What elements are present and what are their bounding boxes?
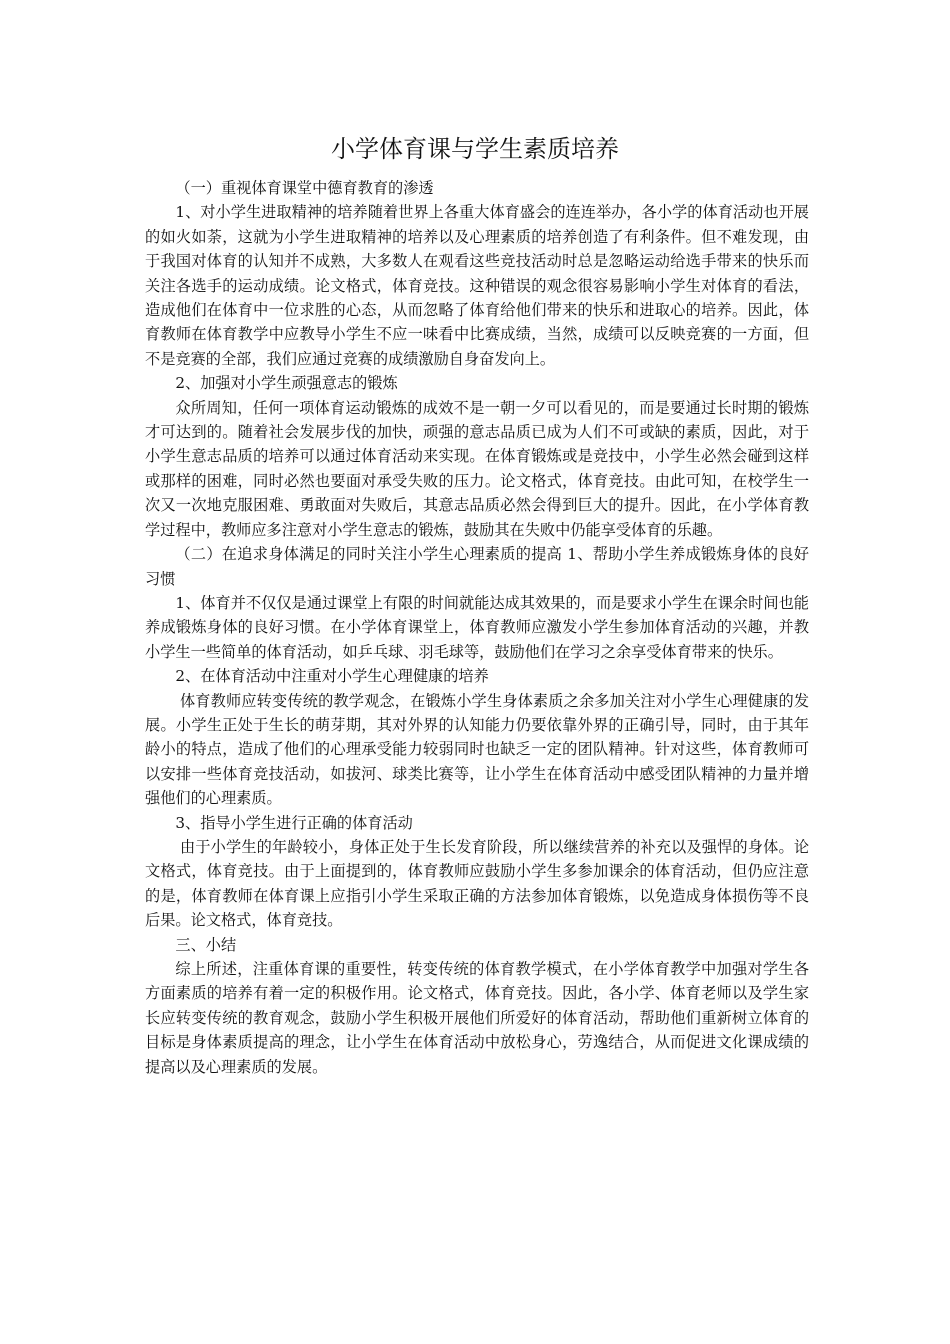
body-paragraph: 体育教师应转变传统的教学观念，在锻炼小学生身体素质之余多加关注对小学生心理健康的发展。小学生正处于生长的萌芽期，其对外界的认知能力仍要依靠外界的正确引导，同时，由于其年龄小的特点，造成了他们的心理承受能力较弱同时也缺乏一定的团队精神。针对这些，体育教师可以安排一些体育竞技活动，如拔河、球类比赛等，让小学生在体育活动中感受团队精神的力量并增强他们的心理素质。 (145, 691, 809, 808)
subsection-heading: 2、在体育活动中注重对小学生心理健康的培养 (175, 667, 489, 686)
document-title: 小学体育课与学生素质培养 (331, 135, 619, 163)
body-paragraph: 1、对小学生进取精神的培养随着世界上各重大体育盛会的连连举办，各小学的体育活动也开展的如火如荼，这就为小学生进取精神的培养以及心理素质的培养创造了有利条件。但不难发现，由于我国对体育的认知并不成熟，大多数人在观看这些竞技活动时总是忽略运动给选手带来的快乐而关注各选手的运动成绩。论文格式，体育竞技。这种错误的观念很容易影响小学生对体育的看法，造成他们在体育中一位求胜的心态，从而忽略了体育给他们带来的快乐和进取心的培养。因此，体育教师在体育教学中应教导小学生不应一味看中比赛成绩，当然，成绩可以反映竞赛的一方面，但不是竞赛的全部，我们应通过竞赛的成绩激励自身奋发向上。 (145, 203, 809, 368)
body-paragraph: 众所周知，任何一项体育运动锻炼的成效不是一朝一夕可以看见的，而是要通过长时期的锻炼才可达到的。随着社会发展步伐的加快，顽强的意志品质已成为人们不可或缺的素质，因此，对于小学生意志品质的培养可以通过体育活动来实现。在体育锻炼或是竞技中，小学生必然会碰到这样或那样的困难，同时必然也要面对承受失败的压力。论文格式，体育竞技。由此可知，在校学生一次又一次地克服困难、勇敢面对失败后，其意志品质必然会得到巨大的提升。因此，在小学体育教学过程中，教师应多注意对小学生意志的锻炼，鼓励其在失败中仍能享受体育的乐趣。 (145, 398, 809, 539)
subsection-heading: 3、指导小学生进行正确的体育活动 (175, 813, 413, 832)
body-paragraph: 由于小学生的年龄较小，身体正处于生长发育阶段，所以继续营养的补充以及强悍的身体。论文格式，体育竞技。由于上面提到的，体育教师应鼓励小学生多参加课余的体育活动，但仍应注意的是，体育教师在体育课上应指引小学生采取正确的方法参加体育锻炼，以免造成身体损伤等不良后果。论文格式，体育竞技。 (145, 837, 809, 930)
section-heading-3: 三、小结 (175, 935, 237, 954)
body-paragraph: 综上所述，注重体育课的重要性，转变传统的体育教学模式，在小学体育教学中加强对学生各方面素质的培养有着一定的积极作用。论文格式，体育竞技。因此，各小学、体育老师以及学生家长应转变传统的教育观念，鼓励小学生积极开展他们所爱好的体育活动，帮助他们重新树立体育的目标是身体素质提高的理念，让小学生在体育活动中放松身心，劳逸结合，从而促进文化课成绩的提高以及心理素质的发展。 (145, 960, 809, 1076)
section-heading-2: （二）在追求身体满足的同时关注小学生心理素质的提高 1、帮助小学生养成锻炼身体的良好习惯 (145, 545, 809, 588)
subsection-heading: 2、加强对小学生顽强意志的锻炼 (175, 374, 398, 393)
document-body (145, 176, 809, 1079)
body-paragraph: 1、体育并不仅仅是通过课堂上有限的时间就能达成其效果的，而是要求小学生在课余时间也能养成锻炼身体的良好习惯。在小学体育课堂上，体育教师应激发小学生参加体育活动的兴趣，并教小学生一些简单的体育活动，如乒乓球、羽毛球等，鼓励他们在学习之余享受体育带来的快乐。 (145, 593, 809, 661)
section-heading-1: （一）重视体育课堂中德育教育的渗透 (175, 179, 434, 197)
